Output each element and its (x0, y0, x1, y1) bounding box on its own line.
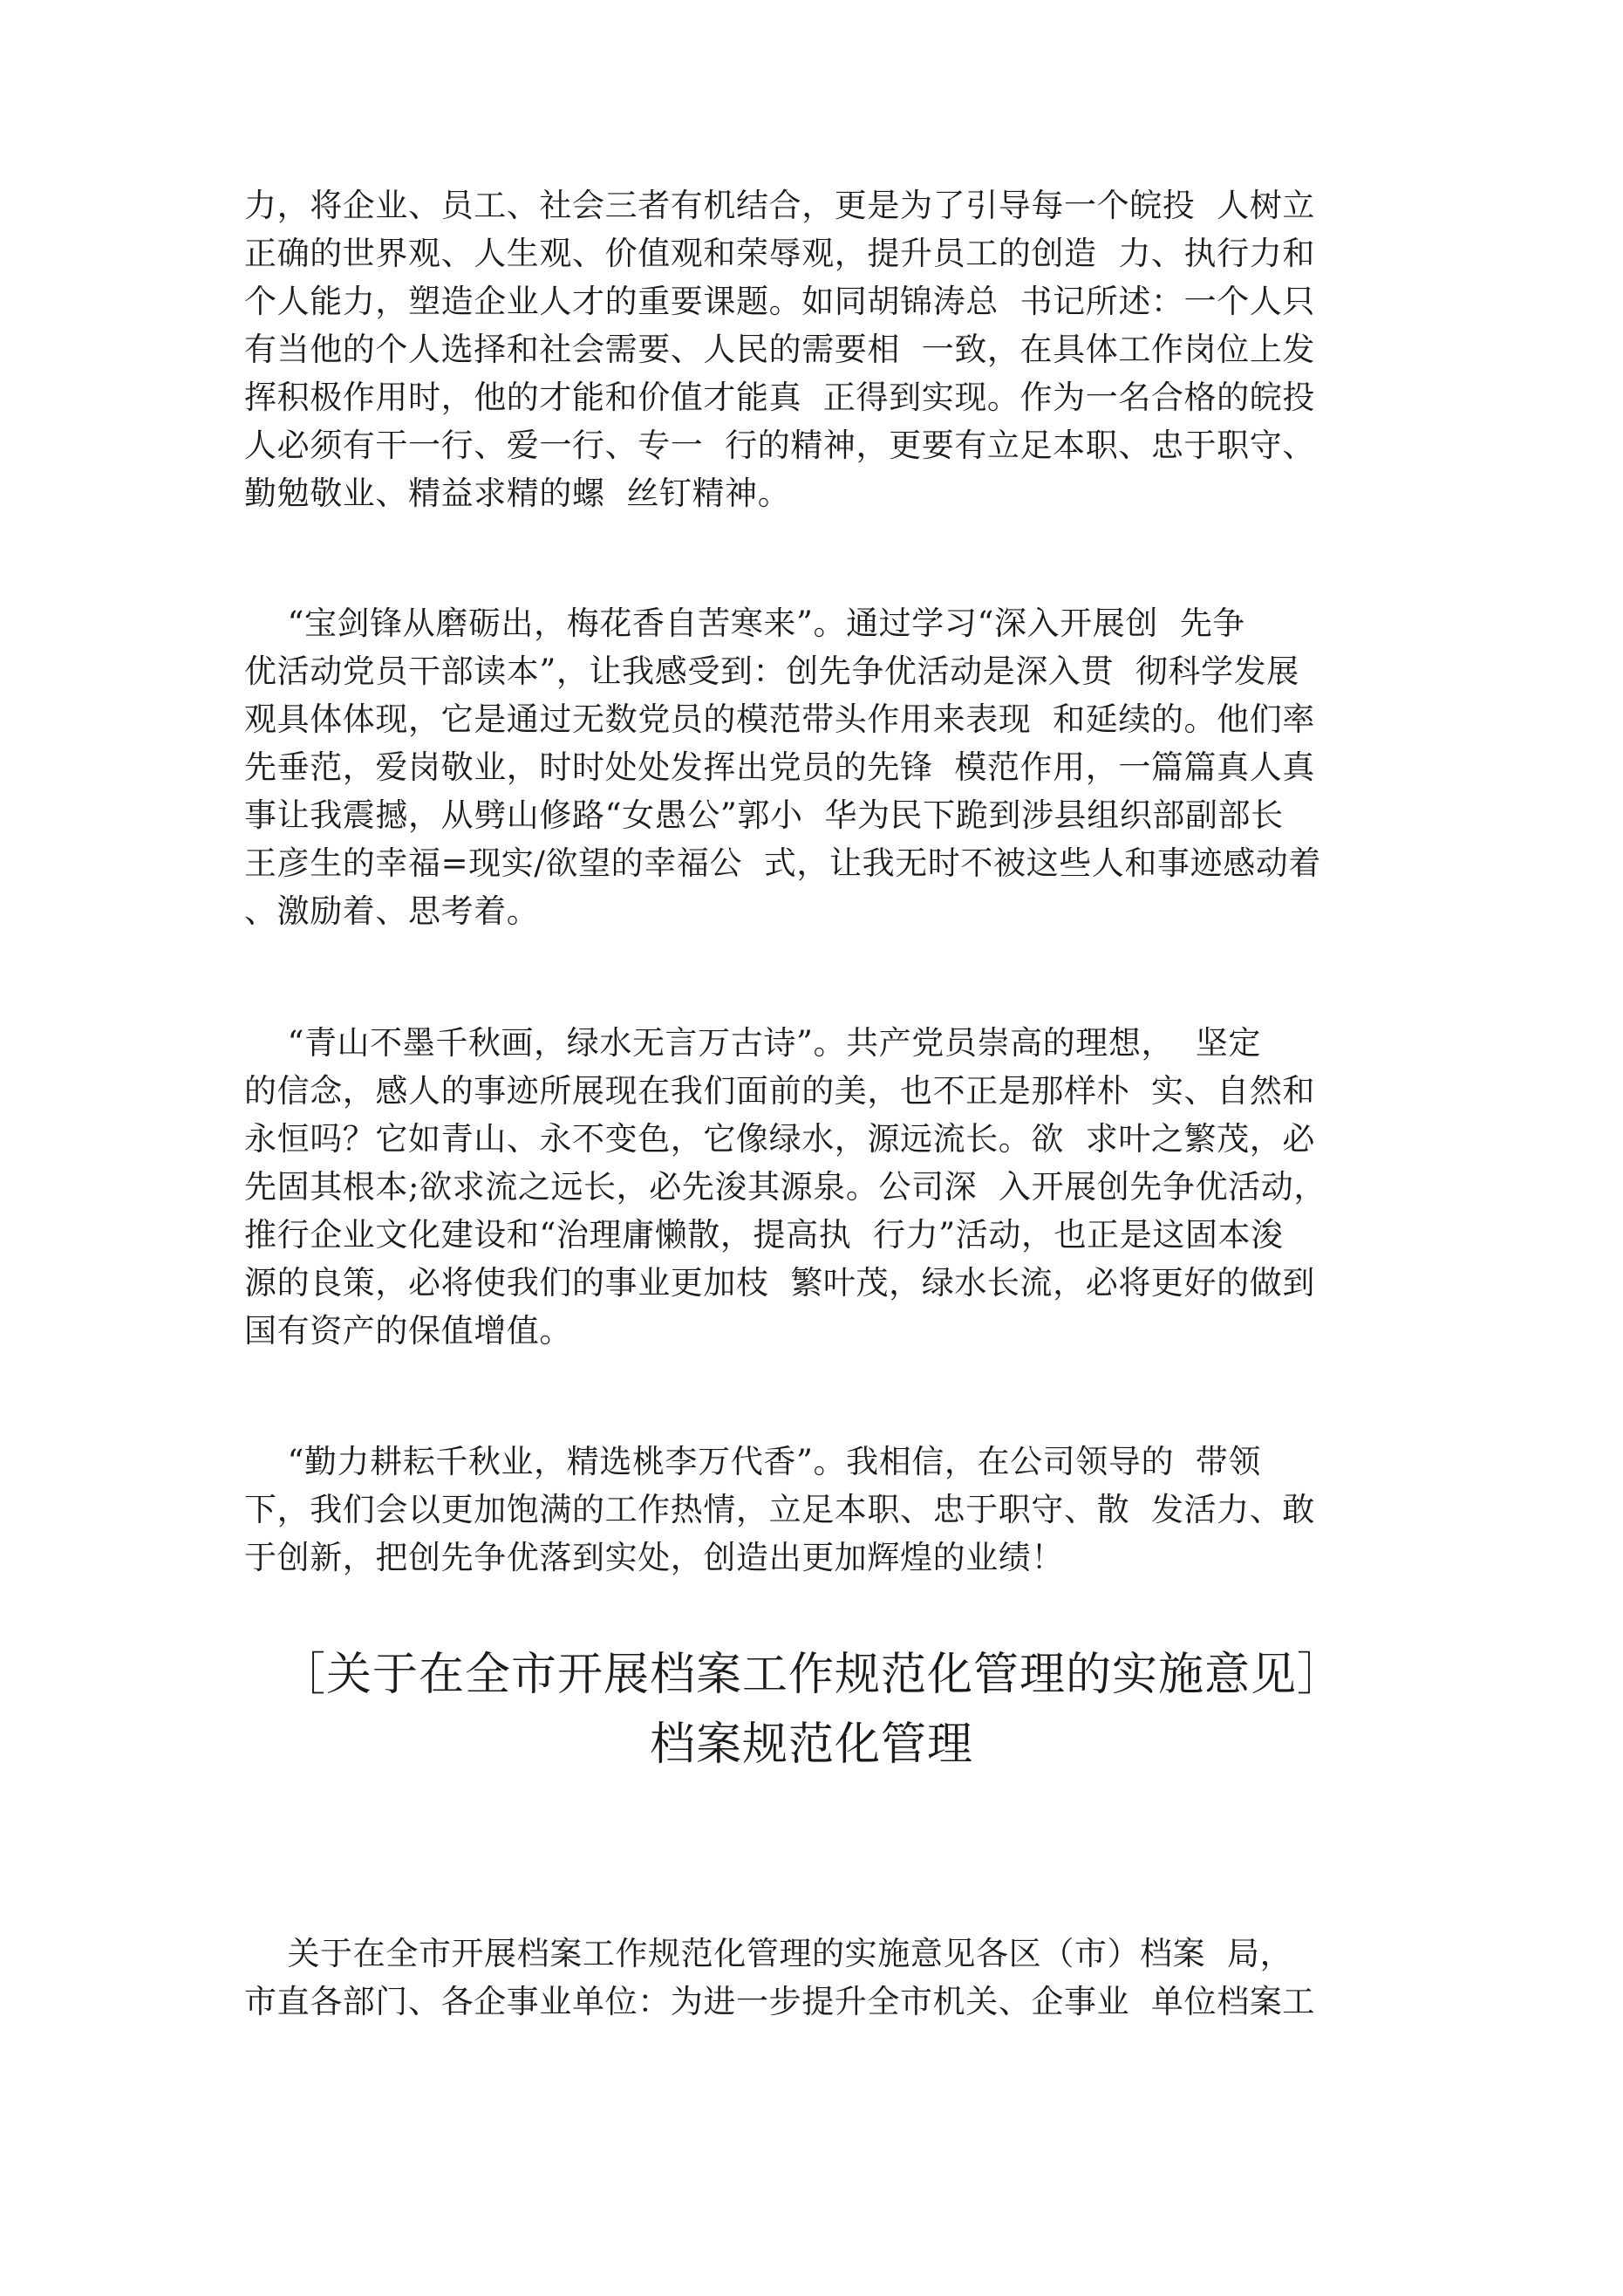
paragraph-5 (244, 1930, 1413, 2026)
paragraph-3 (244, 1019, 1413, 1355)
text-line: “勤力耕耘千秋业，精选桃李万代香”。我相信，在公司领导的 带领 (244, 1443, 1261, 1480)
text-line: 有当他的个人选择和社会需要、人民的需要相 一致，在具体工作岗位上发 (244, 331, 1315, 368)
text-line: 勤勉敬业、精益求精的螺 丝钉精神。 (244, 475, 791, 512)
text-line: 源的良策，必将使我们的事业更加枝 繁叶茂，绿水长流，必将更好的做到 (244, 1264, 1315, 1302)
text-line: 先固其根本;欲求流之远长，必先浚其源泉。公司深 入开展创先争优活动， (244, 1168, 1326, 1206)
text-line: 推行企业文化建设和“治理庸懒散，提高执 行力”活动，也正是这固本浚 (244, 1216, 1284, 1254)
text-line: 挥积极作用时，他的才能和价值才能真 正得到实现。作为一名合格的皖投 (244, 379, 1315, 416)
text-line: 力，将企业、员工、社会三者有机结合，更是为了引导每一个皖投 人树立 (244, 187, 1315, 224)
text-line: 正确的世界观、人生观、价值观和荣辱观，提升员工的创造 力、执行力和 (244, 235, 1315, 272)
paragraph-1 (244, 181, 1413, 517)
text-line: 市直各部门、各企事业单位：为进一步提升全市机关、企事业 单位档案工 (244, 1983, 1315, 2020)
text-line: “青山不墨千秋画，绿水无言万古诗”。共产党员崇高的理想， 坚定 (244, 1024, 1261, 1062)
text-line: 优活动党员干部读本”，让我感受到：创先争优活动是深入贯 彻科学发展 (244, 653, 1299, 690)
text-line: 的信念，感人的事迹所展现在我们面前的美，也不正是那样朴 实、自然和 (244, 1072, 1315, 1110)
paragraph-2 (244, 599, 1413, 935)
text-line: 于创新，把创先争优落到实处，创造出更加辉煌的业绩！ (244, 1539, 1064, 1576)
text-line: 关于在全市开展档案工作规范化管理的实施意见各区（市）档案 局， (244, 1935, 1293, 1972)
text-line: 观具体体现，它是通过无数党员的模范带头作用来表现 和延续的。他们率 (244, 700, 1315, 738)
document-title: ［关于在全市开展档案工作规范化管理的实施意见］ (279, 1649, 1343, 1701)
text-line: 国有资产的保值增值。 (244, 1312, 572, 1350)
text-line: 下，我们会以更加饱满的工作热情，立足本职、忠于职守、散 发活力、敢 (244, 1491, 1315, 1528)
paragraph-4 (244, 1438, 1413, 1582)
text-line: 先垂范，爱岗敬业，时时处处发挥出党员的先锋 模范作用，一篇篇真人真 (244, 748, 1315, 786)
text-line: 王彦生的幸福=现实/欲望的幸福公 式，让我无时不被这些人和事迹感动着 (244, 844, 1321, 882)
text-line: “宝剑锋从磨砺出，梅花香自苦寒来”。通过学习“深入开展创 先争 (244, 605, 1245, 642)
text-line: 、激励着、思考着。 (244, 892, 540, 930)
text-line: 事让我震撼，从劈山修路“女愚公”郭小 华为民下跪到涉县组织部副部长 (244, 796, 1284, 834)
text-line: 永恒吗？它如青山、永不变色，它像绿水，源远流长。欲 求叶之繁茂，必 (244, 1120, 1315, 1158)
document-subtitle: 档案规范化管理 (649, 1719, 973, 1771)
text-line: 人必须有干一行、爱一行、专一 行的精神，更要有立足本职、忠于职守、 (244, 427, 1315, 464)
text-line: 个人能力，塑造企业人才的重要课题。如同胡锦涛总 书记所述：一个人只 (244, 283, 1315, 320)
